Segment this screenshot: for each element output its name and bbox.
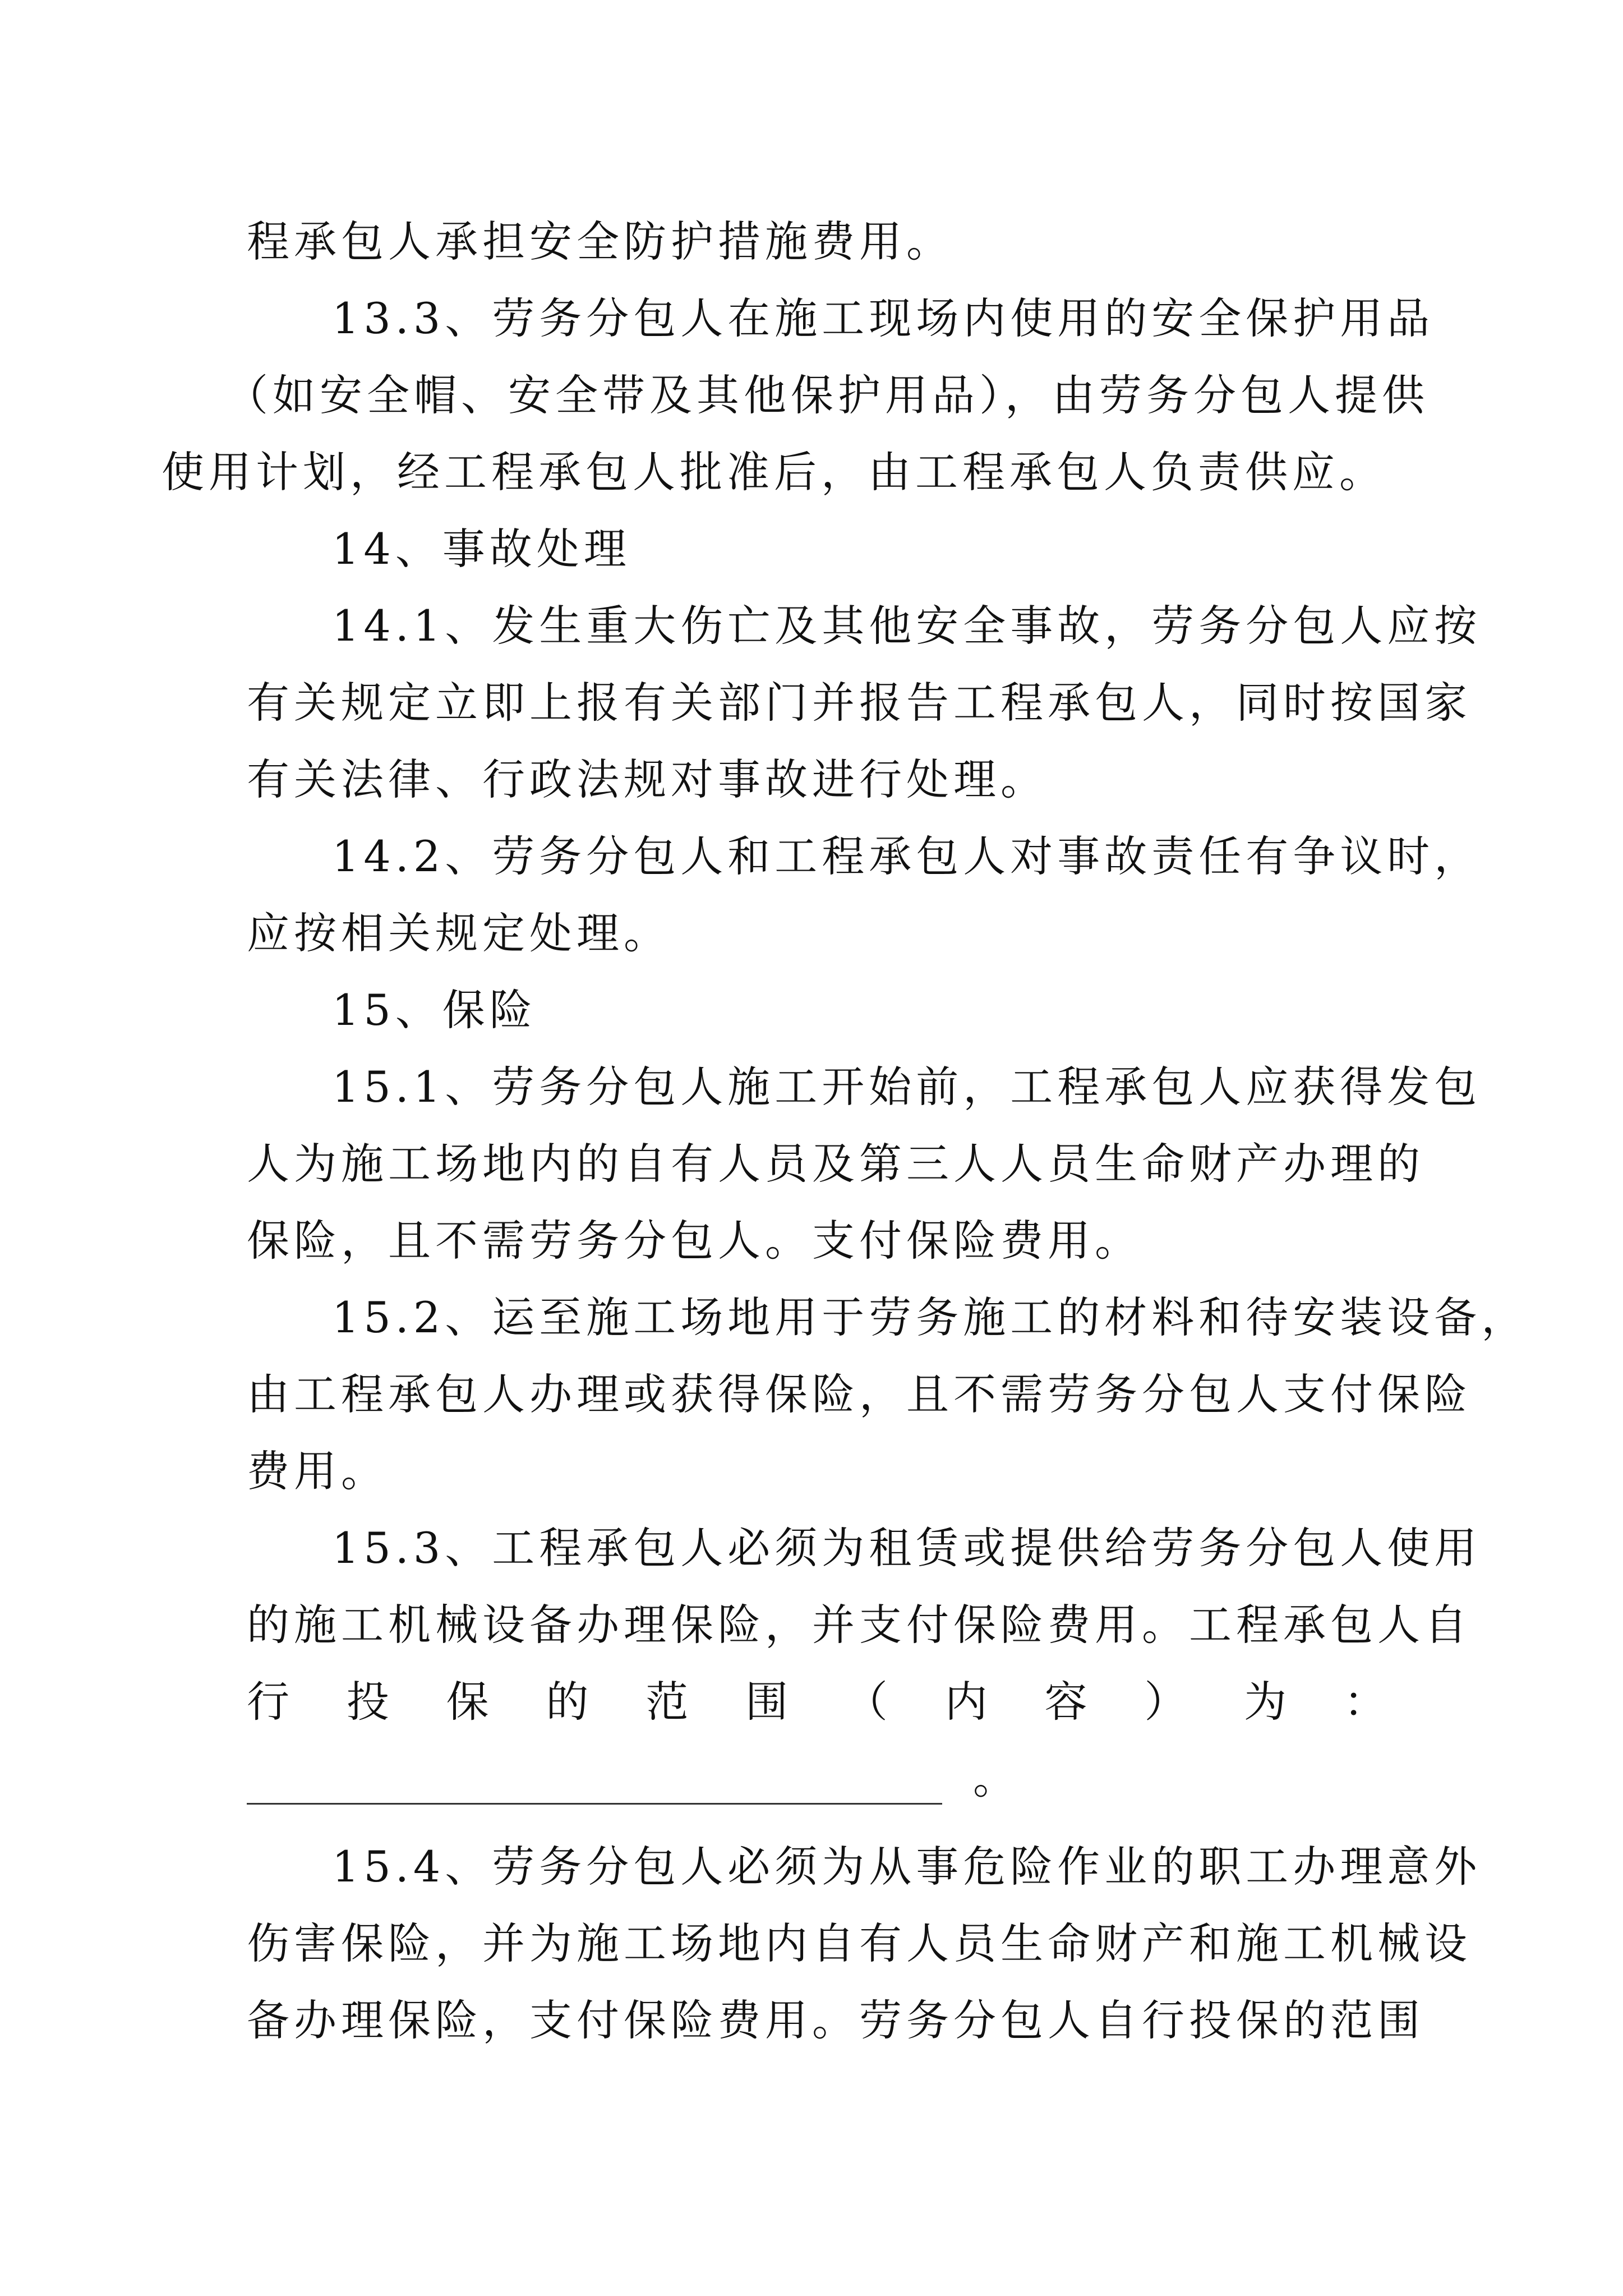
paragraph-15-4: [247, 1828, 1482, 2059]
text-line: 程承包人承担安全防护措施费用。: [247, 217, 953, 266]
text-line: 14、事故处理: [332, 524, 631, 574]
text-line: 14.2、劳务分包人和工程承包人对事故责任有争议时，: [332, 831, 1482, 881]
text-line: 13.3、劳务分包人在施工现场内使用的安全保护用品: [332, 293, 1435, 343]
sentence-end-mark: 。: [973, 1754, 1020, 1803]
spread-char: 容: [1044, 1677, 1092, 1727]
spread-char: （: [845, 1677, 892, 1727]
text-line: 15.4、劳务分包人必须为从事危险作业的职工办理意外: [332, 1842, 1482, 1892]
paragraph-15-2: [247, 1279, 1529, 1510]
paragraph-14-1: [247, 587, 1482, 818]
text-line: 有关法律、行政法规对事故进行处理。: [247, 754, 1048, 804]
text-line: （如安全帽、安全带及其他保护用品），由劳务分包人提供: [225, 370, 1429, 420]
spread-char: ：: [1343, 1677, 1391, 1727]
text-line: 有关规定立即上报有关部门并报告工程承包人，同时按国家: [247, 678, 1472, 728]
text-line: 备办理保险，支付保险费用。劳务分包人自行投保的范围: [247, 1995, 1424, 2045]
paragraph-15-1: [247, 1048, 1482, 1279]
text-line: 15.2、运至施工场地用于劳务施工的材料和待安装设备，: [332, 1292, 1529, 1342]
spread-char: 范: [645, 1677, 693, 1727]
spread-char: 保: [446, 1677, 494, 1727]
text-line: 人为施工场地内的自有人员及第三人人员生命财产办理的: [247, 1139, 1424, 1189]
text-line: 费用。: [247, 1446, 388, 1496]
document-body: [162, 203, 1529, 2059]
section-heading-15: [247, 972, 1391, 1048]
text-line: 使用计划，经工程承包人批准后，由工程承包人负责供应。: [162, 447, 1386, 497]
spread-char: 为: [1244, 1677, 1292, 1727]
spread-char: 的: [546, 1677, 593, 1727]
text-line: 应按相关规定处理。: [247, 908, 671, 958]
spread-char: 行: [247, 1677, 294, 1727]
text-line: 15.3、工程承包人必须为租赁或提供给劳务分包人使用: [332, 1523, 1482, 1573]
paragraph-13-2-tail: [247, 203, 1391, 280]
text-line: 15、保险: [332, 985, 537, 1035]
spread-char: ）: [1144, 1677, 1192, 1727]
text-line: 保险，且不需劳务分包人。支付保险费用。: [247, 1216, 1142, 1266]
text-line: 伤害保险，并为施工场地内自有人员生命财产和施工机械设: [247, 1918, 1472, 1968]
text-line: 的施工机械设备办理保险，并支付保险费用。工程承包人自: [247, 1600, 1472, 1650]
spread-char: 内: [944, 1677, 992, 1727]
paragraph-14-2: [247, 818, 1482, 972]
spread-text-line: [247, 1663, 1391, 1740]
paragraph-15-3: [247, 1510, 1482, 1663]
fill-in-blank-line: [247, 1740, 1391, 1817]
text-line: 14.1、发生重大伤亡及其他安全事故，劳务分包人应按: [332, 601, 1482, 651]
spread-char: 围: [745, 1677, 793, 1727]
spread-char: 投: [346, 1677, 394, 1727]
section-heading-14: [247, 510, 1391, 587]
fill-in-underline: [247, 1803, 942, 1805]
paragraph-13-3: [162, 280, 1435, 510]
text-line: 15.1、劳务分包人施工开始前，工程承包人应获得发包: [332, 1062, 1482, 1112]
text-line: 由工程承包人办理或获得保险，且不需劳务分包人支付保险: [247, 1369, 1472, 1419]
